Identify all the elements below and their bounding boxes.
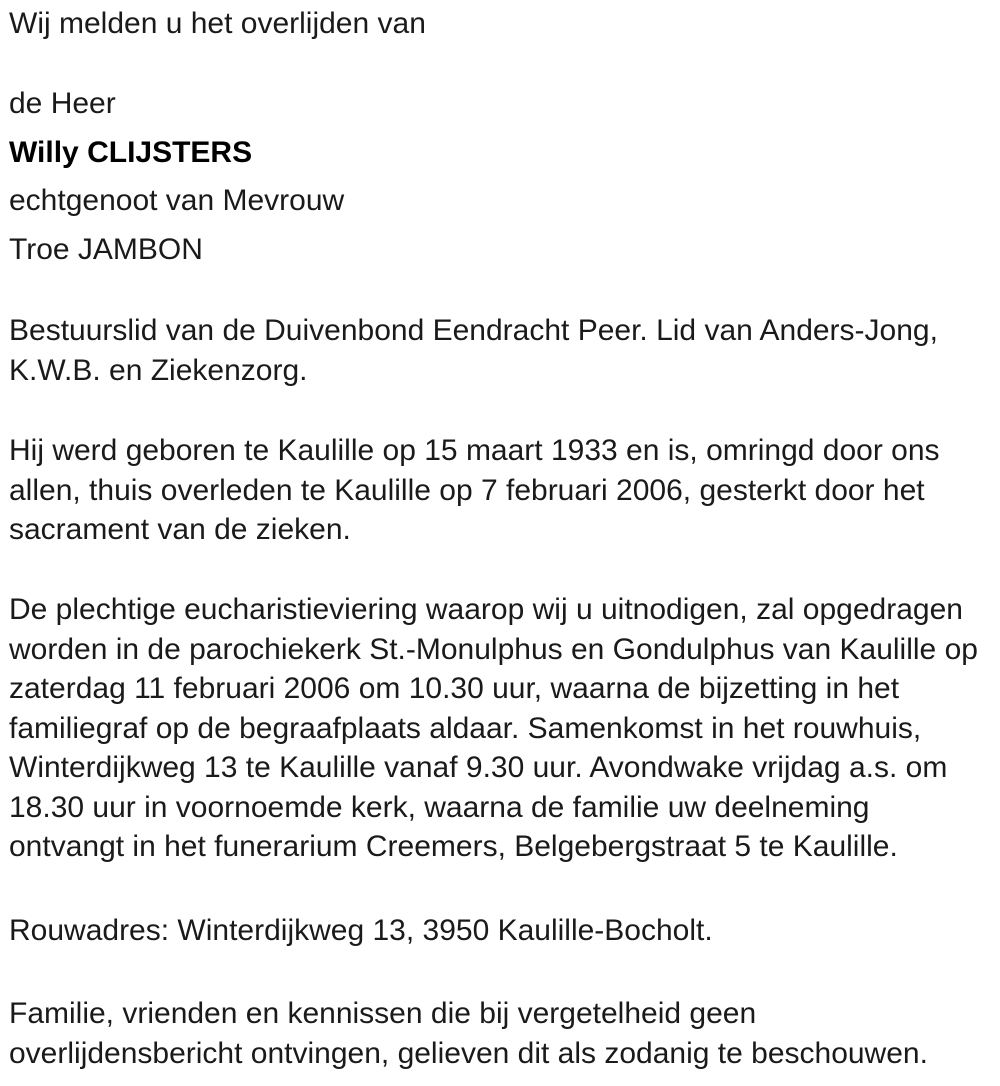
life-dates-line-1: Hij werd geboren te Kaulille op 15 maart 1933 en is, omringd door ons — [9, 434, 940, 467]
deceased-block — [9, 84, 990, 269]
service-line-4: familiegraf op de begraafplaats aldaar. Samenkomst in het rouwhuis, — [9, 711, 922, 745]
service-line-6: 18.30 uur in voornoemde kerk, waarna de familie uw deelneming — [9, 790, 870, 824]
service-line-2: worden in de parochiekerk St.-Monulphus en Gondulphus van Kaulille op — [9, 632, 978, 666]
life-dates-line-3: sacrament van de zieken. — [9, 513, 351, 546]
announcement-intro — [9, 4, 990, 44]
salutation-line: de Heer — [9, 87, 116, 120]
memberships-paragraph — [9, 311, 990, 390]
memberships-line-1: Bestuurslid van de Duivenbond Eendracht Peer. Lid van Anders-Jong, — [9, 314, 938, 347]
life-dates-line-2: allen, thuis overleden te Kaulille op 7 februari 2006, gesterkt door het — [9, 473, 925, 507]
closing-notice-paragraph — [9, 994, 990, 1073]
spouse-relation-line: echtgenoot van Mevrouw — [9, 184, 345, 217]
service-details-paragraph — [9, 590, 990, 867]
memberships-line-2: K.W.B. en Ziekenzorg. — [9, 353, 308, 387]
service-line-3: zaterdag 11 februari 2006 om 10.30 uur, waarna de bijzetting in het — [9, 672, 900, 705]
closing-line-2: overlijdensbericht ontvingen, gelieven dit als zodanig te beschouwen. — [9, 1036, 928, 1070]
spouse-name: Troe JAMBON — [9, 232, 203, 266]
service-line-5: Winterdijkweg 13 te Kaulille vanaf 9.30 uur. Avondwake vrijdag a.s. om — [9, 751, 948, 784]
service-line-7: ontvangt in het funerarium Creemers, Belgebergstraat 5 te Kaulille. — [9, 830, 898, 863]
service-line-1: De plechtige eucharistieviering waarop wij u uitnodigen, zal opgedragen — [9, 593, 963, 626]
intro-line: Wij melden u het overlijden van — [9, 7, 426, 40]
deceased-name: Willy CLIJSTERS — [9, 135, 253, 169]
life-dates-paragraph — [9, 431, 990, 550]
mourning-address-text: Rouwadres: Winterdijkweg 13, 3950 Kaulille-Bocholt. — [9, 914, 713, 947]
closing-line-1: Familie, vrienden en kennissen die bij vergetelheid geen — [9, 997, 757, 1030]
mourning-address-line — [9, 911, 990, 951]
